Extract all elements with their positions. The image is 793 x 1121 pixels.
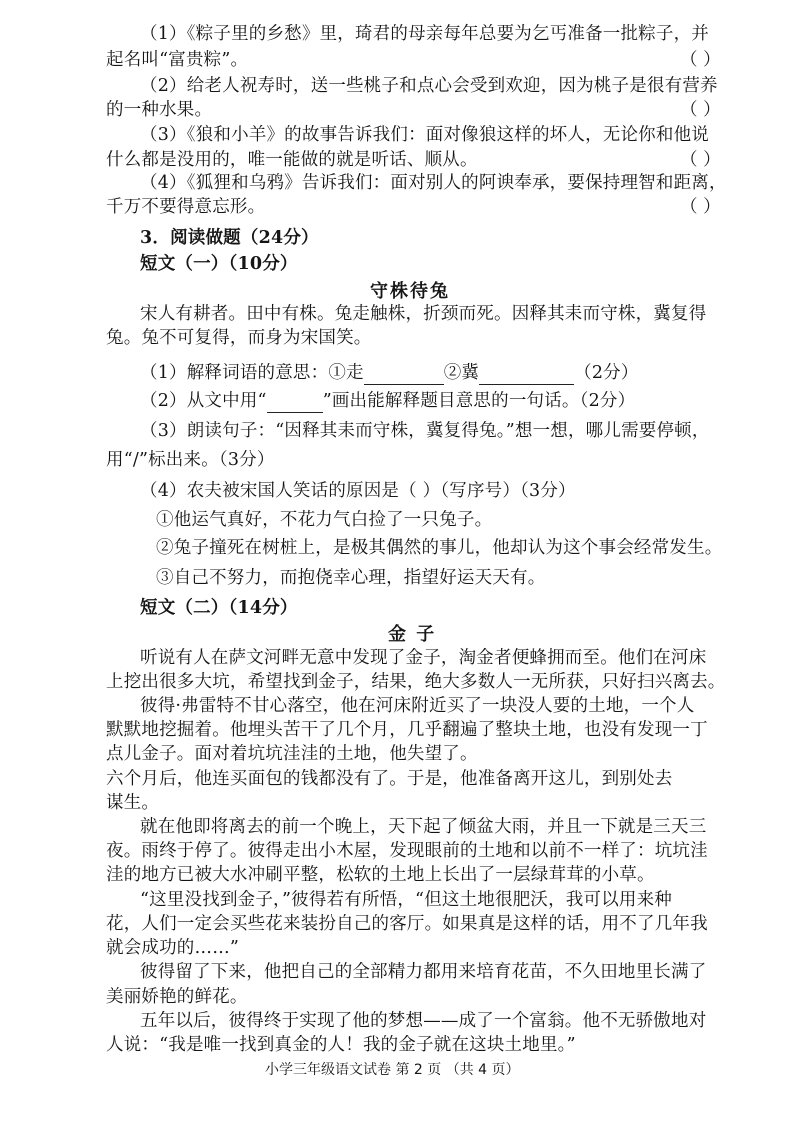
question-1-mid: ②冀 xyxy=(443,363,480,383)
passage-1-title: 守株待兔 xyxy=(370,281,450,302)
item-1-line-1: （1）《粽子里的乡愁》里，琦君的母亲每年总要为乞丐准备一批粽子，并 xyxy=(140,24,709,44)
item-1-line-2: 起名叫“富贵粽”。 xyxy=(106,50,249,70)
passage-2-line: 点儿金子。面对着坑坑洼洼的土地，他失望了。 xyxy=(106,744,478,764)
passage-2-line: 五年以后，彼得终于实现了他的梦想——成了一个富翁。他不无骄傲地对 xyxy=(140,1011,707,1031)
passage-2-line: 夜。雨终于停了。彼得走出小木屋，发现眼前的土地和以前不一样了：坑坑洼 xyxy=(106,841,708,861)
passage-2-line: 人说：“我是唯一找到真金的人！我的金子就在这块土地里。” xyxy=(106,1035,576,1055)
passage-2-line: 六个月后，他连买面包的钱都没有了。于是，他准备离开这儿，到别处去 xyxy=(106,769,673,789)
question-4-option-3: ③自己不努力，而抱侥幸心理，指望好运天天有。 xyxy=(156,568,546,588)
item-2-line-1: （2）给老人祝寿时，送一些桃子和点心会受到欢迎，因为桃子是很有营养 xyxy=(140,76,718,96)
passage-2-line: 就在他即将离去的前一个晚上，天下起了倾盆大雨，并且一下就是三天三 xyxy=(140,817,707,837)
passage-2-line: 美丽娇艳的鲜花。 xyxy=(106,987,248,1007)
passage-2-title: 金 子 xyxy=(388,624,437,645)
passage-1-text-line-1: 宋人有耕者。田中有株。兔走触株，折颈而死。因释其耒而守株，冀复得 xyxy=(140,304,707,324)
question-4: （4）农夫被宋国人笑话的原因是（ ）（写序号）（3分） xyxy=(140,481,576,501)
question-2-suffix: ”画出能解释题目意思的一句话。（2分） xyxy=(322,391,636,411)
item-1-answer-paren[interactable]: （ ） xyxy=(680,50,721,70)
passage-2-label: 短文（二）（14分） xyxy=(140,598,298,618)
question-1-prefix: （1）解释词语的意思：①走 xyxy=(140,363,364,383)
passage-2-line: 默默地挖掘着。他埋头苦干了几个月，几乎翻遍了整块土地，也没有发现一丁 xyxy=(106,720,708,740)
passage-2-line: 谋生。 xyxy=(106,793,160,813)
item-4-line-1: （4）《狐狸和乌鸦》告诉我们：面对别人的阿谀奉承，要保持理智和距离， xyxy=(140,173,727,193)
page-footer: 小学三年级语文试卷 第 2 页 （共 4 页） xyxy=(265,1062,520,1078)
passage-2-line: 听说有人在萨文河畔无意中发现了金子，淘金者便蜂拥而至。他们在河床 xyxy=(140,648,707,668)
question-2 xyxy=(140,389,635,413)
passage-2-line: 上挖出很多大坑，希望找到金子，结果，绝大多数人一无所获，只好扫兴离去。 xyxy=(106,672,726,692)
passage-2-line: 彼得·弗雷特不甘心落空，他在河床附近买了一块没人要的土地，一个人 xyxy=(140,696,695,716)
question-2-underline-sample xyxy=(267,394,323,413)
passage-1-label: 短文（一）（10分） xyxy=(140,254,298,274)
passage-1-text-line-2: 兔。兔不可复得，而身为宋国笑。 xyxy=(106,328,372,348)
question-4-option-1: ①他运气真好，不花力气白捡了一只兔子。 xyxy=(156,510,493,530)
question-4-option-2: ②兔子撞死在树桩上，是极其偶然的事儿，他却认为这个事会经常发生。 xyxy=(156,538,723,558)
question-1-blank-1[interactable] xyxy=(364,366,444,385)
item-2-answer-paren[interactable]: （ ） xyxy=(680,100,721,120)
question-2-prefix: （2）从文中用“ xyxy=(140,391,267,411)
item-4-answer-paren[interactable]: （ ） xyxy=(680,197,721,217)
passage-2-line: 彼得留了下来，他把自己的全部精力都用来培育花苗，不久田地里长满了 xyxy=(140,962,707,982)
passage-2-line: “这里没找到金子，”彼得若有所悟，“但这土地很肥沃，我可以用来种 xyxy=(140,890,672,910)
question-1 xyxy=(140,361,639,385)
passage-2-line: 花，人们一定会买些花来装扮自己的客厅。如果真是这样的话，用不了几年我 xyxy=(106,914,708,934)
question-3-line-1: （3）朗读句子：“因释其耒而守株，冀复得兔。”想一想，哪儿需要停顿， xyxy=(140,421,710,441)
section-3-heading: 3．阅读做题（24分） xyxy=(140,228,319,248)
passage-2-line: 就会成功的……” xyxy=(106,938,240,958)
passage-2-line: 洼的地方已被大水冲刷平整，松软的土地上长出了一层绿茸茸的小草。 xyxy=(106,865,655,885)
question-1-blank-2[interactable] xyxy=(479,366,574,385)
item-4-line-2: 千万不要得意忘形。 xyxy=(106,197,266,217)
item-3-line-1: （3）《狼和小羊》的故事告诉我们：面对像狼这样的坏人，无论你和他说 xyxy=(140,125,709,145)
item-3-answer-paren[interactable]: （ ） xyxy=(680,150,721,170)
item-3-line-2: 什么都是没用的，唯一能做的就是听话、顺从。 xyxy=(106,150,478,170)
item-2-line-2: 的一种水果。 xyxy=(106,100,213,120)
question-1-suffix: （2分） xyxy=(574,363,639,383)
question-3-line-2: 用“/”标出来。（3分） xyxy=(106,450,275,470)
